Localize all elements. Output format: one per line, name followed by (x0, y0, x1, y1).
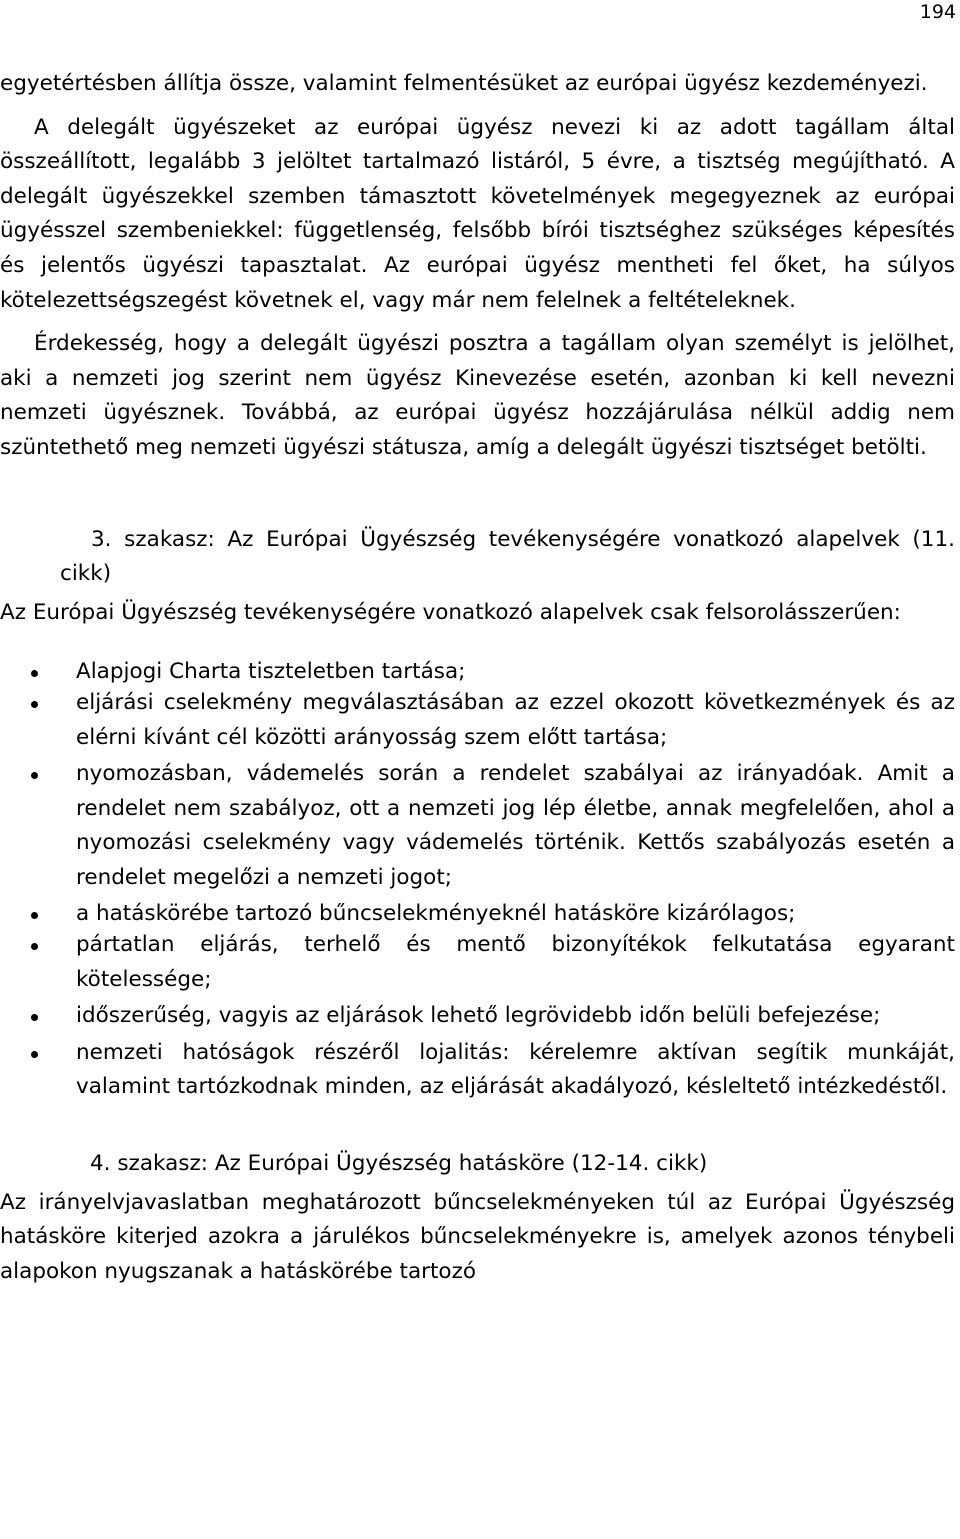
list-item (0, 757, 955, 895)
list-item (0, 686, 955, 755)
bullet-icon (31, 1051, 38, 1058)
bullet-icon (31, 701, 38, 708)
section-3-title: szakasz: Az Európai Ügyészség tevékenységére vonatkozó alapelvek (11. cikk) (60, 526, 955, 587)
bullet-icon (31, 943, 38, 950)
list-item (0, 655, 955, 690)
list-item (0, 928, 955, 997)
list-item (0, 897, 955, 932)
bullet-icon (31, 912, 38, 919)
principles-list (0, 655, 955, 1105)
list-item-text: pártatlan eljárás, terhelő és mentő bizonyítékok felkutatása egyarant kötelessége; (76, 932, 955, 992)
bullet-icon (31, 1014, 38, 1021)
list-item-text: eljárási cselekmény megválasztásában az ezzel okozott következmények és az elérni kívánt cél közötti arányosság szem előtt tartása; (76, 689, 955, 750)
list-item (0, 1036, 955, 1105)
list-item (0, 999, 955, 1034)
document-body (0, 67, 955, 1289)
paragraph-3: Érdekesség, hogy a delegált ügyészi posztra a tagállam olyan személyt is jelölhet, aki a nemzeti jog szerint nem ügyész Kinevezése esetén, azonban ki kell nevezni nemzeti ügyésznek. Továbbá, az európai ügyész hozzájárulása nélkül addig nem szüntethető meg nemzeti ügyészi státusza, amíg a delegált ügyészi tisztséget betölti. (0, 331, 955, 460)
page-number: 194 (919, 1, 956, 23)
list-item-text: időszerűség, vagyis az eljárások lehető legrövidebb időn belüli befejezése; (76, 1003, 881, 1029)
section-4-intro: Az irányelvjavaslatban meghatározott bűncselekményeken túl az Európai Ügyészség hatásköre kiterjed azokra a járulékos bűncselekményekre is, amelyek azonos ténybeli alapokon nyugszanak a hatáskörébe tartozó (0, 1189, 955, 1284)
paragraph-2: A delegált ügyészeket az európai ügyész nevezi ki az adott tagállam által összeállított, legalább 3 jelöltet tartalmazó listáról, 5 évre, a tisztség megújítható. A delegált ügyészekkel szemben támasztott követelmények megegyeznek az európai ügyésszel szembeniekkel: függetlenség, felsőbb bírói tisztséghez szükséges képesítés és jelentős ügyészi tapasztalat. Az európai ügyész mentheti fel őket, ha súlyos kötelezettségszegést követnek el, vagy már nem felelnek a feltételeknek. (0, 114, 955, 313)
section-3-intro: Az Európai Ügyészség tevékenységére vonatkozó alapelvek csak felsorolásszerűen: (0, 599, 901, 625)
section-3-number: 3. (91, 526, 112, 552)
list-item-text: a hatáskörébe tartozó bűncselekményeknél hatásköre kizárólagos; (76, 901, 796, 927)
bullet-icon (31, 670, 38, 677)
list-item-text: nemzeti hatóságok részéről lojalitás: kérelemre aktívan segítik munkáját, valamint tartózkodnak minden, az eljárását akadályozó, késleltető intézkedéstől. (76, 1039, 955, 1100)
bullet-icon (31, 772, 38, 779)
section-3-heading (60, 523, 955, 592)
list-item-text: nyomozásban, vádemelés során a rendelet szabályai az irányadóak. Amit a rendelet nem szabályoz, ott a nemzeti jog lép életbe, annak megfelelően, ahol a nyomozási cselekmény vagy vádemelés történik. Kettős szabályozás esetén a rendelet megelőzi a nemzeti jogot; (76, 761, 955, 890)
list-item-text: Alapjogi Charta tiszteletben tartása; (76, 659, 466, 685)
paragraph-1: egyetértésben állítja össze, valamint felmentésüket az európai ügyész kezdeményezi. (0, 71, 928, 96)
section-4-heading: 4. szakasz: Az Európai Ügyészség hatásköre (12-14. cikk) (90, 1151, 708, 1177)
